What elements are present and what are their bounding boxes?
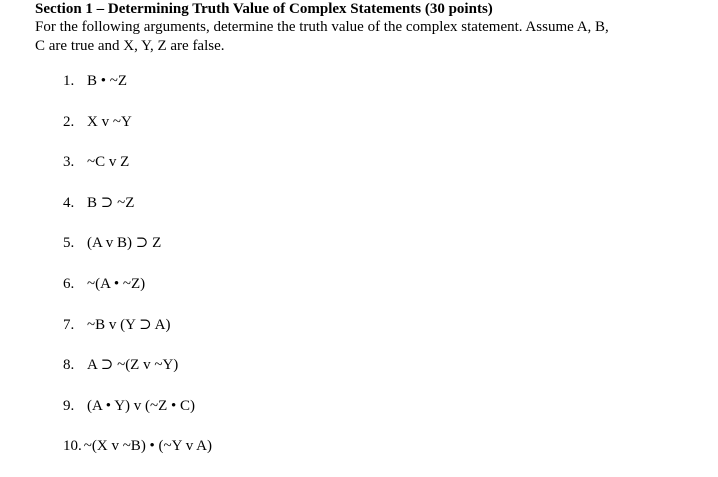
problem-statement: ~C v Z [87, 154, 130, 171]
problem-statement: B • ~Z [87, 73, 128, 89]
problem-item-5 [63, 233, 212, 274]
section-heading: Section 1 – Determining Truth Value of Complex Statements (30 points) [35, 1, 493, 17]
problem-number: 4. [63, 194, 75, 211]
problem-number: 6. [63, 275, 75, 292]
problem-statement: A ⊃ ~(Z v ~Y) [87, 357, 179, 374]
problem-item-9 [63, 396, 212, 437]
instructions-line-2: C are true and X, Y, Z are false. [35, 37, 225, 54]
problem-statement: B ⊃ ~Z [87, 194, 135, 211]
problem-number: 9. [63, 397, 75, 414]
problem-number: 7. [63, 316, 75, 333]
problem-number: 1. [63, 73, 75, 89]
problem-item-2 [63, 112, 212, 153]
problem-statement: X v ~Y [87, 113, 132, 130]
instructions-paragraph [35, 18, 675, 55]
instructions-line-1: For the following arguments, determine the truth value of the complex statement. Assume A, B, [35, 19, 609, 35]
problem-item-1 [63, 71, 212, 112]
problem-statement: (A • Y) v (~Z • C) [87, 397, 196, 414]
problem-item-7 [63, 315, 212, 356]
problem-item-6 [63, 274, 212, 315]
problem-statement: ~(A • ~Z) [87, 275, 146, 292]
problem-statement: ~(X v ~B) • (~Y v A) [83, 438, 212, 455]
problem-number: 2. [63, 113, 75, 130]
problem-list [63, 71, 212, 477]
problem-number: 8. [63, 357, 75, 374]
problem-statement: (A v B) ⊃ Z [87, 235, 162, 252]
problem-item-4 [63, 193, 212, 234]
problem-number: 3. [63, 154, 75, 171]
problem-statement: ~B v (Y ⊃ A) [87, 316, 171, 333]
problem-item-8 [63, 355, 212, 396]
problem-item-10 [63, 436, 212, 477]
problem-number: 5. [63, 235, 75, 252]
problem-number: 10. [63, 438, 82, 455]
problem-item-3 [63, 152, 212, 193]
